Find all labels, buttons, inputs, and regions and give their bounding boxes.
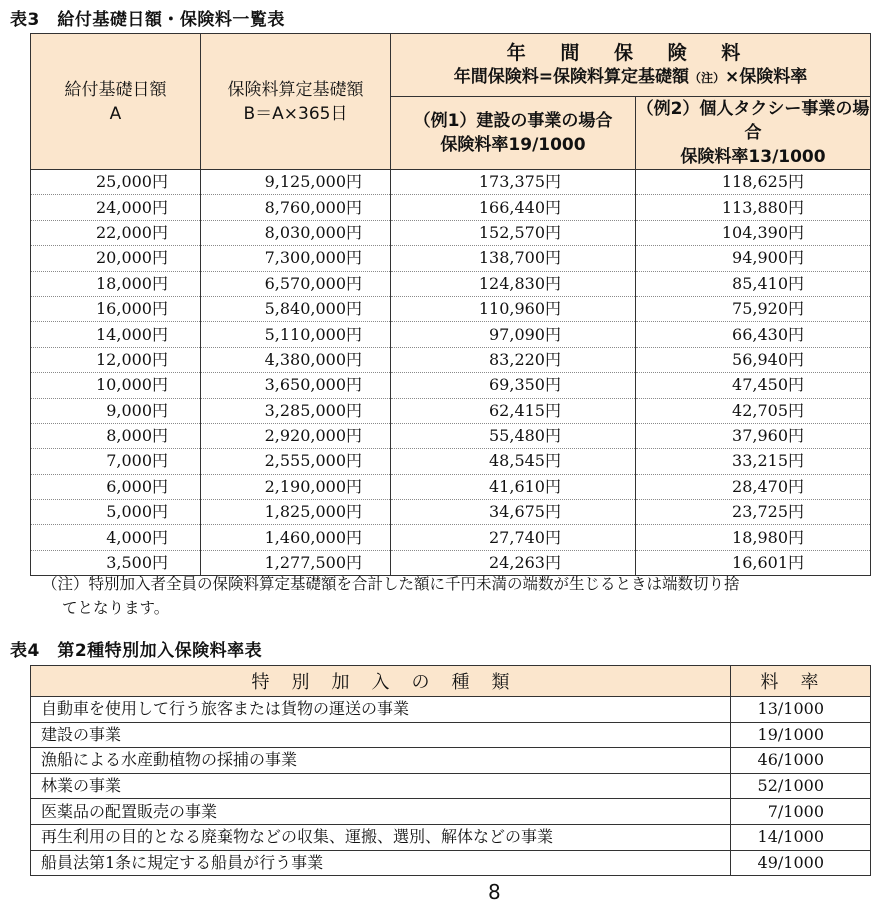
table-cell: 55,480円 — [391, 423, 636, 448]
special-rate-table — [30, 665, 871, 876]
example-2-rate: 保険料率13/1000 — [680, 147, 826, 167]
annual-premium-formula — [391, 65, 870, 90]
table-cell: 48,545円 — [391, 449, 636, 474]
formula-part1: 年間保険料=保険料算定基礎額 — [453, 66, 689, 87]
table-row — [31, 773, 871, 799]
header-daily-benefit — [31, 34, 201, 170]
table-cell: 6,570,000円 — [201, 271, 391, 296]
table-cell: 6,000円 — [31, 474, 201, 499]
table-cell: 124,830円 — [391, 271, 636, 296]
footnote — [30, 572, 887, 620]
table-row — [31, 500, 871, 525]
table-cell: 62,415円 — [391, 398, 636, 423]
table-cell: 94,900円 — [636, 246, 871, 271]
footnote-line2: てとなります。 — [62, 599, 170, 617]
table-cell: 118,625円 — [636, 170, 871, 195]
example-1-label: （例1）建設の事業の場合 — [413, 111, 613, 131]
table-cell: 166,440円 — [391, 195, 636, 220]
table-row — [31, 748, 871, 774]
rate-cell: 14/1000 — [731, 824, 871, 850]
formula-part2: ×保険料率 — [725, 66, 808, 87]
table-cell: 12,000円 — [31, 347, 201, 372]
table-row — [31, 474, 871, 499]
table-cell: 41,610円 — [391, 474, 636, 499]
table-cell: 5,110,000円 — [201, 322, 391, 347]
table-cell: 1,460,000円 — [201, 525, 391, 550]
table-row — [31, 296, 871, 321]
rate-cell: 13/1000 — [731, 697, 871, 723]
formula-note: （注） — [689, 70, 726, 85]
table-cell: 28,470円 — [636, 474, 871, 499]
table-cell: 1,277,500円 — [201, 550, 391, 575]
header-example-1 — [391, 97, 636, 170]
rate-cell: 49/1000 — [731, 850, 871, 876]
rate-cell: 46/1000 — [731, 748, 871, 774]
table-cell: 152,570円 — [391, 220, 636, 245]
footnote-line1: （注）特別加入者全員の保険料算定基礎額を合計した額に千円未満の端数が生じるときは端数切り捨 — [42, 575, 740, 593]
table-cell: 2,555,000円 — [201, 449, 391, 474]
table-cell: 5,000円 — [31, 500, 201, 525]
table-row — [31, 170, 871, 195]
table-row — [31, 195, 871, 220]
table-cell: 16,601円 — [636, 550, 871, 575]
table-cell: 23,725円 — [636, 500, 871, 525]
header-base-amount-label: 保険料算定基礎額 — [227, 79, 364, 100]
table-cell: 25,000円 — [31, 170, 201, 195]
table-cell: 7,300,000円 — [201, 246, 391, 271]
table-cell: 24,000円 — [31, 195, 201, 220]
table-row — [31, 449, 871, 474]
table-cell: 83,220円 — [391, 347, 636, 372]
example-1-rate: 保険料率19/1000 — [440, 135, 586, 155]
table-cell: 5,840,000円 — [201, 296, 391, 321]
header-daily-benefit-label: 給付基礎日額 — [64, 79, 167, 100]
table-cell: 33,215円 — [636, 449, 871, 474]
table-cell: 20,000円 — [31, 246, 201, 271]
table-cell: 42,705円 — [636, 398, 871, 423]
table-cell: 97,090円 — [391, 322, 636, 347]
table-cell: 37,960円 — [636, 423, 871, 448]
table-cell: 138,700円 — [391, 246, 636, 271]
premium-table — [30, 33, 871, 576]
header-example-2 — [636, 97, 871, 170]
table-row — [31, 722, 871, 748]
kind-cell: 建設の事業 — [31, 722, 731, 748]
table-cell: 27,740円 — [391, 525, 636, 550]
table-cell: 18,980円 — [636, 525, 871, 550]
table-cell: 7,000円 — [31, 449, 201, 474]
table-cell: 3,285,000円 — [201, 398, 391, 423]
table-cell: 24,263円 — [391, 550, 636, 575]
table-row — [31, 398, 871, 423]
kind-cell: 船員法第1条に規定する船員が行う事業 — [31, 850, 731, 876]
kind-cell: 医薬品の配置販売の事業 — [31, 799, 731, 825]
table-cell: 113,880円 — [636, 195, 871, 220]
table-cell: 9,125,000円 — [201, 170, 391, 195]
header-annual-premium — [391, 34, 871, 97]
table-row — [31, 850, 871, 876]
annual-premium-title: 年 間 保 険 料 — [506, 41, 755, 64]
table-cell: 4,380,000円 — [201, 347, 391, 372]
table-cell: 34,675円 — [391, 500, 636, 525]
table-cell: 4,000円 — [31, 525, 201, 550]
table-cell: 3,500円 — [31, 550, 201, 575]
kind-cell: 漁船による水産動植物の採捕の事業 — [31, 748, 731, 774]
table-cell: 8,030,000円 — [201, 220, 391, 245]
table-cell: 16,000円 — [31, 296, 201, 321]
table-row — [31, 525, 871, 550]
table-cell: 47,450円 — [636, 373, 871, 398]
table-row — [31, 220, 871, 245]
table-cell: 75,920円 — [636, 296, 871, 321]
rate-cell: 19/1000 — [731, 722, 871, 748]
table-cell: 56,940円 — [636, 347, 871, 372]
table-cell: 8,760,000円 — [201, 195, 391, 220]
table-cell: 10,000円 — [31, 373, 201, 398]
table-row — [31, 697, 871, 723]
header-base-amount-formula: B＝A×365日 — [243, 103, 348, 124]
table3-caption: 表3 給付基礎日額・保険料一覧表 — [10, 10, 285, 30]
table-cell: 8,000円 — [31, 423, 201, 448]
kind-cell: 再生利用の目的となる廃棄物などの収集、運搬、選別、解体などの事業 — [31, 824, 731, 850]
table-row — [31, 799, 871, 825]
table-cell: 85,410円 — [636, 271, 871, 296]
header-rate: 料率 — [731, 666, 871, 697]
table-row — [31, 347, 871, 372]
kind-cell: 自動車を使用して行う旅客または貨物の運送の事業 — [31, 697, 731, 723]
kind-cell: 林業の事業 — [31, 773, 731, 799]
table-row — [31, 824, 871, 850]
table-cell: 110,960円 — [391, 296, 636, 321]
header-base-amount — [201, 34, 391, 170]
table-row — [31, 271, 871, 296]
table-cell: 1,825,000円 — [201, 500, 391, 525]
header-daily-benefit-symbol: A — [109, 103, 122, 124]
table-row — [31, 373, 871, 398]
rate-cell: 7/1000 — [731, 799, 871, 825]
page-number: 8 — [488, 880, 501, 904]
table-cell: 69,350円 — [391, 373, 636, 398]
table-cell: 104,390円 — [636, 220, 871, 245]
table-row — [31, 246, 871, 271]
table-row — [31, 423, 871, 448]
table-row — [31, 322, 871, 347]
table-cell: 2,920,000円 — [201, 423, 391, 448]
table-cell: 2,190,000円 — [201, 474, 391, 499]
table-cell: 9,000円 — [31, 398, 201, 423]
header-kind: 特別加入の種類 — [31, 666, 731, 697]
table-cell: 14,000円 — [31, 322, 201, 347]
table-cell: 66,430円 — [636, 322, 871, 347]
table-cell: 22,000円 — [31, 220, 201, 245]
example-2-label: （例2）個人タクシー事業の場合 — [636, 99, 870, 143]
table4-caption: 表4 第2種特別加入保険料率表 — [10, 641, 263, 661]
rate-cell: 52/1000 — [731, 773, 871, 799]
table-cell: 173,375円 — [391, 170, 636, 195]
table-cell: 18,000円 — [31, 271, 201, 296]
table-cell: 3,650,000円 — [201, 373, 391, 398]
